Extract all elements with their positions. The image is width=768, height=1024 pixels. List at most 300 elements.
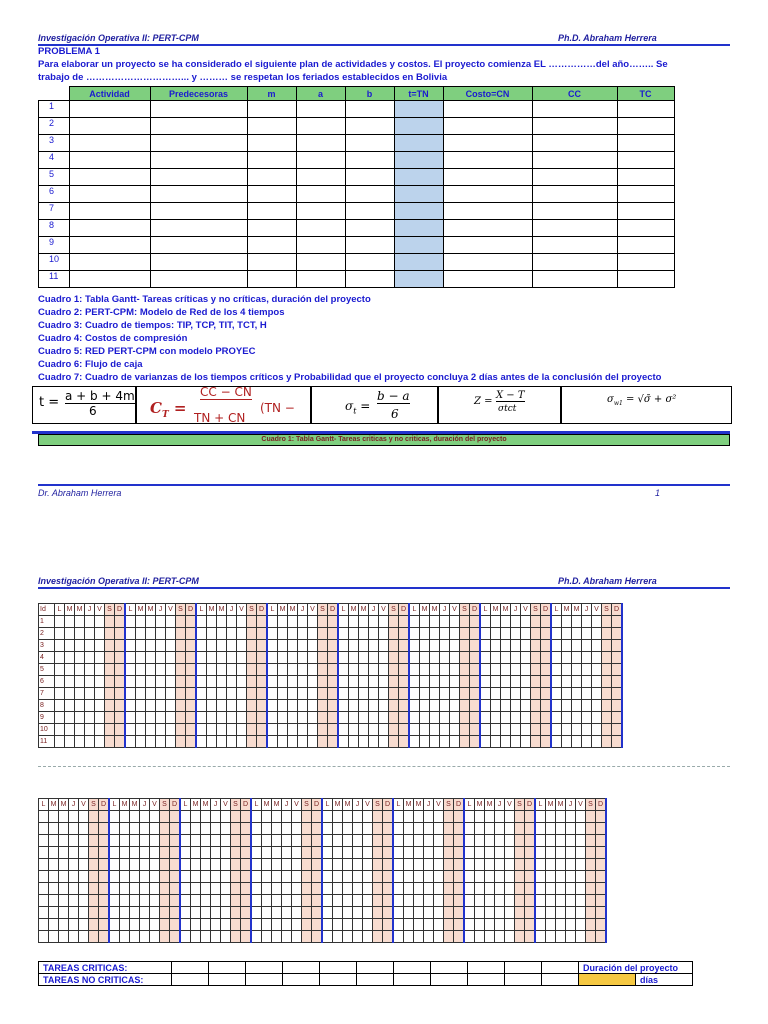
gantt-cell[interactable] <box>444 871 454 883</box>
activity-cell[interactable] <box>296 186 345 203</box>
gantt-cell[interactable] <box>262 895 272 907</box>
activity-cell[interactable] <box>443 152 532 169</box>
gantt-cell[interactable] <box>434 823 444 835</box>
gantt-cell[interactable] <box>65 664 75 676</box>
gantt-cell[interactable] <box>596 835 607 847</box>
activity-cell[interactable] <box>617 118 674 135</box>
gantt-cell[interactable] <box>176 676 186 688</box>
gantt-cell[interactable] <box>207 736 217 748</box>
gantt-cell[interactable] <box>156 676 166 688</box>
gantt-cell[interactable] <box>292 883 302 895</box>
gantt-cell[interactable] <box>79 823 89 835</box>
gantt-cell[interactable] <box>343 811 353 823</box>
gantt-cell[interactable] <box>596 895 607 907</box>
gantt-cell[interactable] <box>180 931 191 943</box>
gantt-cell[interactable] <box>495 811 505 823</box>
gantt-cell[interactable] <box>211 823 221 835</box>
gantt-cell[interactable] <box>196 688 207 700</box>
gantt-cell[interactable] <box>75 664 85 676</box>
gantt-cell[interactable] <box>450 676 460 688</box>
gantt-cell[interactable] <box>251 919 262 931</box>
gantt-cell[interactable] <box>109 907 120 919</box>
gantt-cell[interactable] <box>454 835 465 847</box>
gantt-cell[interactable] <box>420 688 430 700</box>
gantt-cell[interactable] <box>444 883 454 895</box>
gantt-cell[interactable] <box>592 640 602 652</box>
gantt-cell[interactable] <box>241 895 252 907</box>
gantt-cell[interactable] <box>515 823 525 835</box>
activity-cell[interactable] <box>296 271 345 288</box>
gantt-cell[interactable] <box>180 835 191 847</box>
gantt-cell[interactable] <box>49 883 59 895</box>
gantt-cell[interactable] <box>444 895 454 907</box>
gantt-cell[interactable] <box>495 871 505 883</box>
gantt-cell[interactable] <box>369 652 379 664</box>
gantt-cell[interactable] <box>505 871 515 883</box>
gantt-cell[interactable] <box>470 616 481 628</box>
gantt-cell[interactable] <box>85 700 95 712</box>
activity-cell[interactable] <box>296 169 345 186</box>
activity-cell[interactable] <box>443 271 532 288</box>
gantt-cell[interactable] <box>95 628 105 640</box>
gantt-cell[interactable] <box>383 811 394 823</box>
gantt-cell[interactable] <box>464 919 475 931</box>
gantt-cell[interactable] <box>318 616 328 628</box>
gantt-cell[interactable] <box>79 811 89 823</box>
gantt-cell[interactable] <box>251 895 262 907</box>
gantt-cell[interactable] <box>470 628 481 640</box>
gantt-cell[interactable] <box>278 664 288 676</box>
gantt-cell[interactable] <box>393 883 404 895</box>
activity-cell[interactable] <box>617 271 674 288</box>
gantt-cell[interactable] <box>333 931 343 943</box>
gantt-cell[interactable] <box>343 931 353 943</box>
gantt-cell[interactable] <box>546 907 556 919</box>
gantt-cell[interactable] <box>231 823 241 835</box>
gantt-cell[interactable] <box>480 616 491 628</box>
gantt-cell[interactable] <box>312 931 323 943</box>
gantt-cell[interactable] <box>257 628 268 640</box>
gantt-cell[interactable] <box>414 883 424 895</box>
gantt-cell[interactable] <box>586 859 596 871</box>
gantt-cell[interactable] <box>227 724 237 736</box>
gantt-cell[interactable] <box>592 700 602 712</box>
gantt-cell[interactable] <box>566 931 576 943</box>
gantt-cell[interactable] <box>85 628 95 640</box>
activity-cell[interactable] <box>617 152 674 169</box>
gantt-cell[interactable] <box>166 664 176 676</box>
gantt-cell[interactable] <box>39 859 49 871</box>
gantt-cell[interactable] <box>349 700 359 712</box>
gantt-cell[interactable] <box>140 847 150 859</box>
gantt-cell[interactable] <box>586 847 596 859</box>
gantt-cell[interactable] <box>79 883 89 895</box>
gantt-cell[interactable] <box>298 724 308 736</box>
gantt-cell[interactable] <box>586 895 596 907</box>
gantt-cell[interactable] <box>596 847 607 859</box>
gantt-cell[interactable] <box>298 664 308 676</box>
gantt-cell[interactable] <box>602 616 612 628</box>
gantt-cell[interactable] <box>298 628 308 640</box>
gantt-cell[interactable] <box>201 811 211 823</box>
gantt-cell[interactable] <box>409 652 420 664</box>
gantt-cell[interactable] <box>572 616 582 628</box>
gantt-cell[interactable] <box>541 640 552 652</box>
gantt-cell[interactable] <box>450 736 460 748</box>
gantt-cell[interactable] <box>217 736 227 748</box>
gantt-cell[interactable] <box>288 724 298 736</box>
gantt-cell[interactable] <box>59 823 69 835</box>
gantt-cell[interactable] <box>440 688 450 700</box>
activity-cell[interactable] <box>69 237 150 254</box>
gantt-cell[interactable] <box>288 712 298 724</box>
gantt-cell[interactable] <box>267 628 278 640</box>
gantt-cell[interactable] <box>505 859 515 871</box>
gantt-cell[interactable] <box>383 931 394 943</box>
gantt-cell[interactable] <box>404 871 414 883</box>
gantt-cell[interactable] <box>505 811 515 823</box>
gantt-cell[interactable] <box>531 712 541 724</box>
gantt-cell[interactable] <box>247 676 257 688</box>
gantt-cell[interactable] <box>292 859 302 871</box>
gantt-cell[interactable] <box>75 688 85 700</box>
gantt-cell[interactable] <box>383 859 394 871</box>
gantt-cell[interactable] <box>480 700 491 712</box>
gantt-cell[interactable] <box>322 883 333 895</box>
gantt-cell[interactable] <box>328 616 339 628</box>
gantt-cell[interactable] <box>196 628 207 640</box>
activity-cell[interactable] <box>532 118 617 135</box>
activity-cell[interactable] <box>443 254 532 271</box>
gantt-cell[interactable] <box>308 664 318 676</box>
gantt-cell[interactable] <box>409 664 420 676</box>
gantt-cell[interactable] <box>120 859 130 871</box>
gantt-cell[interactable] <box>231 859 241 871</box>
gantt-cell[interactable] <box>292 871 302 883</box>
activity-cell[interactable] <box>69 118 150 135</box>
gantt-cell[interactable] <box>383 835 394 847</box>
gantt-cell[interactable] <box>424 859 434 871</box>
gantt-cell[interactable] <box>373 811 383 823</box>
gantt-cell[interactable] <box>460 736 470 748</box>
gantt-cell[interactable] <box>434 883 444 895</box>
gantt-cell[interactable] <box>444 823 454 835</box>
gantt-cell[interactable] <box>582 652 592 664</box>
gantt-cell[interactable] <box>59 907 69 919</box>
activity-cell[interactable] <box>69 254 150 271</box>
gantt-cell[interactable] <box>65 724 75 736</box>
gantt-cell[interactable] <box>109 823 120 835</box>
gantt-cell[interactable] <box>505 823 515 835</box>
gantt-cell[interactable] <box>191 859 201 871</box>
gantt-cell[interactable] <box>363 919 373 931</box>
gantt-cell[interactable] <box>288 676 298 688</box>
gantt-cell[interactable] <box>109 859 120 871</box>
gantt-cell[interactable] <box>359 724 369 736</box>
activity-cell[interactable] <box>394 135 443 152</box>
gantt-cell[interactable] <box>146 712 156 724</box>
gantt-cell[interactable] <box>602 676 612 688</box>
gantt-cell[interactable] <box>470 688 481 700</box>
gantt-cell[interactable] <box>566 871 576 883</box>
gantt-cell[interactable] <box>89 931 99 943</box>
gantt-cell[interactable] <box>475 871 485 883</box>
gantt-cell[interactable] <box>69 895 79 907</box>
gantt-cell[interactable] <box>586 823 596 835</box>
gantt-cell[interactable] <box>525 847 536 859</box>
gantt-cell[interactable] <box>399 724 410 736</box>
gantt-cell[interactable] <box>170 883 181 895</box>
gantt-cell[interactable] <box>511 652 521 664</box>
gantt-cell[interactable] <box>404 811 414 823</box>
gantt-cell[interactable] <box>318 700 328 712</box>
gantt-cell[interactable] <box>505 907 515 919</box>
gantt-cell[interactable] <box>288 700 298 712</box>
gantt-cell[interactable] <box>409 724 420 736</box>
gantt-cell[interactable] <box>444 859 454 871</box>
gantt-cell[interactable] <box>531 736 541 748</box>
gantt-cell[interactable] <box>150 823 160 835</box>
gantt-cell[interactable] <box>480 664 491 676</box>
gantt-cell[interactable] <box>196 700 207 712</box>
gantt-cell[interactable] <box>535 907 546 919</box>
gantt-cell[interactable] <box>531 724 541 736</box>
gantt-cell[interactable] <box>130 859 140 871</box>
gantt-cell[interactable] <box>79 835 89 847</box>
gantt-cell[interactable] <box>99 859 110 871</box>
gantt-cell[interactable] <box>59 859 69 871</box>
gantt-cell[interactable] <box>511 712 521 724</box>
gantt-cell[interactable] <box>343 847 353 859</box>
gantt-cell[interactable] <box>267 664 278 676</box>
gantt-cell[interactable] <box>511 628 521 640</box>
gantt-cell[interactable] <box>221 931 231 943</box>
gantt-cell[interactable] <box>302 919 312 931</box>
gantt-cell[interactable] <box>160 907 170 919</box>
gantt-cell[interactable] <box>39 823 49 835</box>
gantt-cell[interactable] <box>460 700 470 712</box>
gantt-cell[interactable] <box>49 895 59 907</box>
gantt-cell[interactable] <box>328 664 339 676</box>
gantt-cell[interactable] <box>180 847 191 859</box>
gantt-cell[interactable] <box>125 652 136 664</box>
gantt-cell[interactable] <box>363 871 373 883</box>
gantt-cell[interactable] <box>440 676 450 688</box>
gantt-cell[interactable] <box>292 895 302 907</box>
gantt-cell[interactable] <box>79 907 89 919</box>
gantt-cell[interactable] <box>288 628 298 640</box>
gantt-cell[interactable] <box>115 712 126 724</box>
gantt-cell[interactable] <box>237 724 247 736</box>
gantt-cell[interactable] <box>612 712 623 724</box>
gantt-cell[interactable] <box>404 823 414 835</box>
gantt-cell[interactable] <box>125 664 136 676</box>
gantt-cell[interactable] <box>460 688 470 700</box>
gantt-cell[interactable] <box>160 823 170 835</box>
gantt-cell[interactable] <box>298 712 308 724</box>
activity-cell[interactable] <box>345 254 394 271</box>
gantt-cell[interactable] <box>136 664 146 676</box>
gantt-cell[interactable] <box>373 895 383 907</box>
gantt-cell[interactable] <box>282 883 292 895</box>
gantt-cell[interactable] <box>586 907 596 919</box>
gantt-cell[interactable] <box>333 871 343 883</box>
gantt-cell[interactable] <box>308 676 318 688</box>
gantt-cell[interactable] <box>389 712 399 724</box>
gantt-cell[interactable] <box>592 664 602 676</box>
gantt-cell[interactable] <box>349 652 359 664</box>
gantt-cell[interactable] <box>278 712 288 724</box>
gantt-cell[interactable] <box>562 712 572 724</box>
gantt-cell[interactable] <box>525 811 536 823</box>
activity-cell[interactable] <box>247 271 296 288</box>
gantt-cell[interactable] <box>349 736 359 748</box>
gantt-cell[interactable] <box>541 712 552 724</box>
gantt-cell[interactable] <box>582 724 592 736</box>
gantt-cell[interactable] <box>176 640 186 652</box>
activity-cell[interactable] <box>532 169 617 186</box>
gantt-cell[interactable] <box>160 931 170 943</box>
gantt-cell[interactable] <box>227 640 237 652</box>
gantt-cell[interactable] <box>207 616 217 628</box>
gantt-cell[interactable] <box>531 640 541 652</box>
gantt-cell[interactable] <box>414 931 424 943</box>
activity-cell[interactable] <box>394 186 443 203</box>
gantt-cell[interactable] <box>146 664 156 676</box>
gantt-cell[interactable] <box>546 847 556 859</box>
gantt-cell[interactable] <box>450 664 460 676</box>
gantt-cell[interactable] <box>89 895 99 907</box>
gantt-cell[interactable] <box>541 676 552 688</box>
gantt-cell[interactable] <box>191 883 201 895</box>
gantt-cell[interactable] <box>180 895 191 907</box>
gantt-cell[interactable] <box>409 676 420 688</box>
gantt-cell[interactable] <box>328 640 339 652</box>
gantt-cell[interactable] <box>424 871 434 883</box>
gantt-cell[interactable] <box>328 628 339 640</box>
gantt-cell[interactable] <box>338 700 349 712</box>
gantt-cell[interactable] <box>237 736 247 748</box>
gantt-cell[interactable] <box>551 700 562 712</box>
activity-cell[interactable] <box>69 186 150 203</box>
gantt-cell[interactable] <box>150 835 160 847</box>
gantt-cell[interactable] <box>349 640 359 652</box>
gantt-cell[interactable] <box>521 616 531 628</box>
gantt-cell[interactable] <box>393 919 404 931</box>
gantt-cell[interactable] <box>592 736 602 748</box>
gantt-cell[interactable] <box>156 736 166 748</box>
gantt-cell[interactable] <box>515 883 525 895</box>
gantt-cell[interactable] <box>592 652 602 664</box>
gantt-cell[interactable] <box>541 616 552 628</box>
gantt-cell[interactable] <box>201 907 211 919</box>
gantt-cell[interactable] <box>278 640 288 652</box>
gantt-cell[interactable] <box>196 616 207 628</box>
gantt-cell[interactable] <box>525 823 536 835</box>
gantt-cell[interactable] <box>55 628 65 640</box>
gantt-cell[interactable] <box>602 688 612 700</box>
gantt-cell[interactable] <box>551 688 562 700</box>
gantt-cell[interactable] <box>251 931 262 943</box>
gantt-cell[interactable] <box>450 640 460 652</box>
activity-cell[interactable] <box>296 118 345 135</box>
gantt-cell[interactable] <box>454 907 465 919</box>
gantt-cell[interactable] <box>196 724 207 736</box>
gantt-cell[interactable] <box>424 811 434 823</box>
gantt-cell[interactable] <box>125 616 136 628</box>
gantt-cell[interactable] <box>582 676 592 688</box>
gantt-cell[interactable] <box>272 847 282 859</box>
gantt-cell[interactable] <box>582 712 592 724</box>
gantt-cell[interactable] <box>333 859 343 871</box>
gantt-cell[interactable] <box>420 628 430 640</box>
gantt-cell[interactable] <box>572 724 582 736</box>
gantt-cell[interactable] <box>156 616 166 628</box>
gantt-cell[interactable] <box>39 931 49 943</box>
gantt-cell[interactable] <box>221 859 231 871</box>
gantt-cell[interactable] <box>379 688 389 700</box>
gantt-cell[interactable] <box>282 919 292 931</box>
gantt-cell[interactable] <box>166 676 176 688</box>
gantt-cell[interactable] <box>535 847 546 859</box>
activity-cell[interactable] <box>394 220 443 237</box>
gantt-cell[interactable] <box>454 811 465 823</box>
gantt-cell[interactable] <box>460 628 470 640</box>
gantt-cell[interactable] <box>176 724 186 736</box>
gantt-cell[interactable] <box>278 736 288 748</box>
activity-cell[interactable] <box>247 186 296 203</box>
gantt-cell[interactable] <box>186 700 197 712</box>
gantt-cell[interactable] <box>65 616 75 628</box>
gantt-cell[interactable] <box>207 700 217 712</box>
activity-cell[interactable] <box>69 220 150 237</box>
gantt-cell[interactable] <box>349 616 359 628</box>
gantt-cell[interactable] <box>404 919 414 931</box>
gantt-cell[interactable] <box>231 811 241 823</box>
gantt-cell[interactable] <box>201 847 211 859</box>
gantt-cell[interactable] <box>541 736 552 748</box>
gantt-cell[interactable] <box>531 652 541 664</box>
gantt-cell[interactable] <box>115 676 126 688</box>
gantt-cell[interactable] <box>140 907 150 919</box>
gantt-cell[interactable] <box>373 835 383 847</box>
gantt-cell[interactable] <box>501 628 511 640</box>
gantt-cell[interactable] <box>207 664 217 676</box>
gantt-cell[interactable] <box>262 919 272 931</box>
gantt-cell[interactable] <box>115 700 126 712</box>
gantt-cell[interactable] <box>65 676 75 688</box>
gantt-cell[interactable] <box>399 652 410 664</box>
activity-cell[interactable] <box>296 152 345 169</box>
gantt-cell[interactable] <box>227 628 237 640</box>
activity-cell[interactable] <box>247 237 296 254</box>
gantt-cell[interactable] <box>440 652 450 664</box>
gantt-cell[interactable] <box>75 628 85 640</box>
gantt-cell[interactable] <box>531 616 541 628</box>
gantt-cell[interactable] <box>217 676 227 688</box>
gantt-cell[interactable] <box>85 676 95 688</box>
gantt-cell[interactable] <box>95 664 105 676</box>
gantt-cell[interactable] <box>85 616 95 628</box>
gantt-cell[interactable] <box>89 859 99 871</box>
activity-cell[interactable] <box>394 101 443 118</box>
gantt-cell[interactable] <box>379 736 389 748</box>
gantt-cell[interactable] <box>338 712 349 724</box>
gantt-cell[interactable] <box>434 895 444 907</box>
activity-cell[interactable] <box>150 254 247 271</box>
gantt-cell[interactable] <box>389 700 399 712</box>
gantt-cell[interactable] <box>79 871 89 883</box>
